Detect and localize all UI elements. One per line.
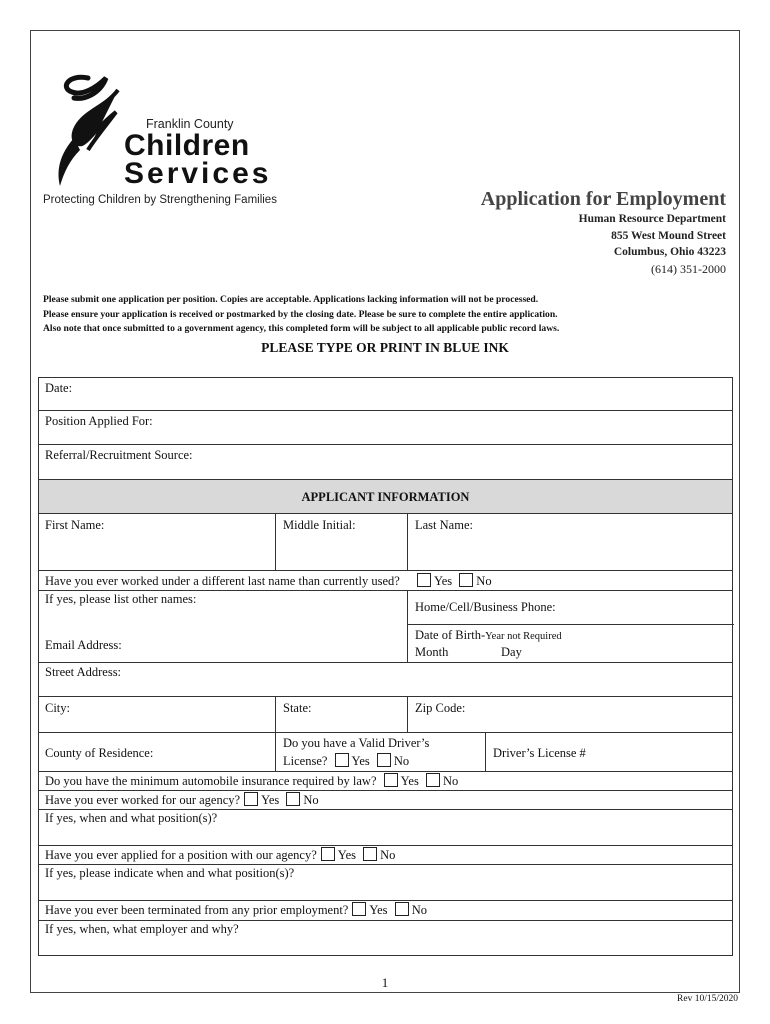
address-line: Columbus, Ohio 43223 xyxy=(613,246,726,258)
last-name-field[interactable]: Last Name: xyxy=(415,518,473,532)
yes-label: Yes xyxy=(337,848,356,862)
row-divider xyxy=(39,732,732,733)
col-divider xyxy=(485,732,486,771)
applied-question xyxy=(45,847,395,863)
license-label: License? xyxy=(283,754,328,768)
print-instruction: PLEASE TYPE OR PRINT IN BLUE INK xyxy=(261,340,509,355)
insurance-no-checkbox[interactable] xyxy=(426,773,440,787)
row-divider xyxy=(39,790,732,791)
other-name-question xyxy=(45,573,492,589)
license-question-line2 xyxy=(283,753,409,769)
worked-question xyxy=(45,792,319,808)
dob-note: Year not Required xyxy=(485,631,562,642)
applied-yes-checkbox[interactable] xyxy=(321,847,335,861)
row-divider xyxy=(39,809,732,810)
no-label: No xyxy=(476,574,492,588)
other-name-yes-checkbox[interactable] xyxy=(417,573,431,587)
row-divider xyxy=(39,662,732,663)
title-block xyxy=(481,188,726,277)
no-label: No xyxy=(303,793,319,807)
row-divider xyxy=(39,570,732,571)
other-names-field[interactable]: If yes, please list other names: xyxy=(45,592,197,606)
dob-month-label: Month xyxy=(415,645,449,659)
date-field[interactable]: Date: xyxy=(45,381,73,395)
street-address-field[interactable]: Street Address: xyxy=(45,665,122,679)
revision-date: Rev 10/15/2020 xyxy=(677,994,738,1004)
no-label: No xyxy=(393,754,410,768)
terminated-yes-checkbox[interactable] xyxy=(352,902,366,916)
middle-initial-field[interactable]: Middle Initial: xyxy=(283,518,356,532)
license-no-checkbox[interactable] xyxy=(377,753,391,767)
col-divider xyxy=(407,513,408,570)
position-field[interactable]: Position Applied For: xyxy=(45,414,153,428)
row-divider xyxy=(39,845,732,846)
no-label: No xyxy=(442,774,459,788)
notice-line: Please ensure your application is received or postmarked by the closing date. Please be sure to complete the entire application. xyxy=(43,308,558,320)
license-number-field[interactable]: Driver’s License # xyxy=(493,746,586,760)
applied-label: Have you ever applied for a position with our agency? xyxy=(45,848,317,862)
worked-no-checkbox[interactable] xyxy=(286,792,300,806)
phone-field[interactable]: Home/Cell/Business Phone: xyxy=(415,600,556,614)
dob-field[interactable] xyxy=(415,628,562,643)
row-divider xyxy=(39,771,732,772)
terminated-label: Have you ever been terminated from any prior employment? xyxy=(45,903,349,917)
row-divider xyxy=(39,864,732,865)
org-name-line3: Services xyxy=(124,157,272,190)
insurance-yes-checkbox[interactable] xyxy=(384,773,398,787)
notice-line: Please submit one application per position. Copies are acceptable. Applications lacking information will not be processed. xyxy=(43,294,539,305)
state-field[interactable]: State: xyxy=(283,701,312,715)
col-divider xyxy=(275,513,276,570)
application-form xyxy=(38,377,733,956)
applied-no-checkbox[interactable] xyxy=(363,847,377,861)
row-divider xyxy=(39,696,732,697)
address-line: 855 West Mound Street xyxy=(611,229,726,242)
zip-field[interactable]: Zip Code: xyxy=(415,701,466,715)
license-question-line1: Do you have a Valid Driver’s xyxy=(283,736,430,750)
county-field[interactable]: County of Residence: xyxy=(45,746,154,760)
col-divider xyxy=(275,696,276,771)
worked-label: Have you ever worked for our agency? xyxy=(45,793,241,807)
no-label: No xyxy=(380,848,396,862)
yes-label: Yes xyxy=(433,574,453,588)
yes-label: Yes xyxy=(351,754,370,768)
other-name-label: Have you ever worked under a different last name than currently used? xyxy=(45,574,400,588)
address-line: Human Resource Department xyxy=(578,213,726,225)
worked-yes-checkbox[interactable] xyxy=(244,792,258,806)
notice xyxy=(43,293,733,337)
applied-detail-field[interactable]: If yes, please indicate when and what position(s)? xyxy=(45,866,295,880)
yes-label: Yes xyxy=(369,903,388,917)
yes-label: Yes xyxy=(261,793,280,807)
insurance-question xyxy=(45,773,458,789)
terminated-detail-field[interactable]: If yes, when, what employer and why? xyxy=(45,922,239,936)
section-title: APPLICANT INFORMATION xyxy=(301,490,470,504)
email-field[interactable]: Email Address: xyxy=(45,638,122,652)
row-divider xyxy=(407,624,734,625)
license-yes-checkbox[interactable] xyxy=(335,753,349,767)
terminated-question xyxy=(45,902,427,918)
org-name-small: Franklin County xyxy=(146,117,234,131)
insurance-label: Do you have the minimum automobile insurance required by law? xyxy=(45,774,377,788)
dob-day-label: Day xyxy=(501,645,522,659)
other-name-no-checkbox[interactable] xyxy=(459,573,473,587)
page-number: 1 xyxy=(381,975,389,990)
notice-line: Also note that once submitted to a government agency, this completed form will be subject to all applicable public record laws. xyxy=(43,323,560,334)
col-divider xyxy=(407,696,408,732)
referral-field[interactable]: Referral/Recruitment Source: xyxy=(45,448,193,462)
first-name-field[interactable]: First Name: xyxy=(45,518,105,532)
contact-phone: (614) 351-2000 xyxy=(651,261,726,276)
no-label: No xyxy=(411,903,427,917)
row-divider xyxy=(39,920,732,921)
row-divider xyxy=(39,513,732,514)
col-divider xyxy=(407,590,408,662)
row-divider xyxy=(39,590,732,591)
dob-label: Date of Birth- xyxy=(415,628,486,642)
page-title: Application for Employment xyxy=(480,188,726,210)
row-divider xyxy=(39,410,732,411)
row-divider xyxy=(39,444,732,445)
yes-label: Yes xyxy=(400,774,419,788)
org-name xyxy=(124,129,272,190)
worked-detail-field[interactable]: If yes, when and what position(s)? xyxy=(45,811,218,825)
org-name-line2: Children xyxy=(124,129,250,162)
row-divider xyxy=(39,900,732,901)
city-field[interactable]: City: xyxy=(45,701,71,715)
tagline: Protecting Children by Strengthening Families xyxy=(43,194,277,206)
terminated-no-checkbox[interactable] xyxy=(395,902,409,916)
